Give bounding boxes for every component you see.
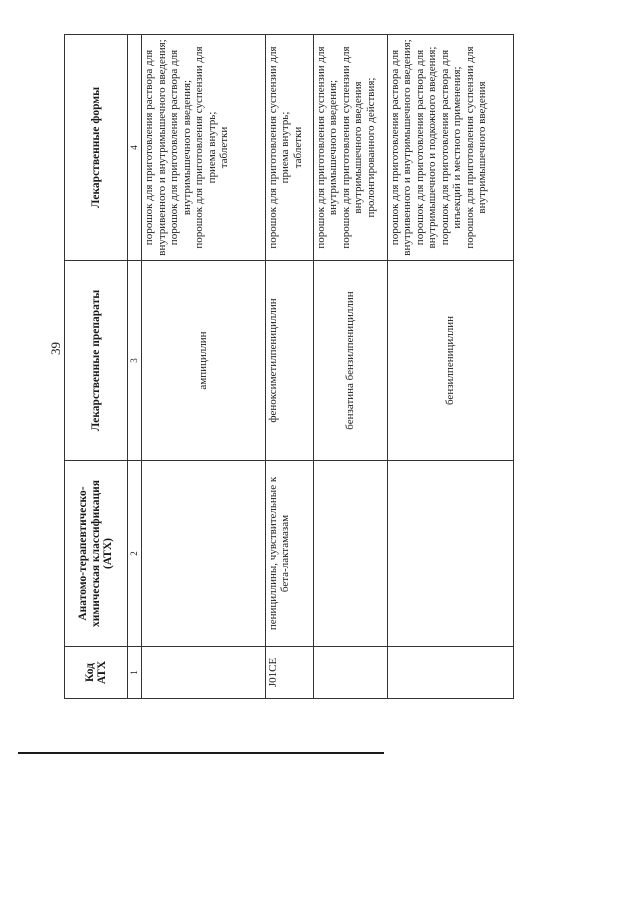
table-row <box>387 35 513 699</box>
form-item: порошок для приготовления раствора для внутримышечного и подкожного введения; <box>413 46 439 249</box>
header-code: Код АТХ <box>65 647 128 699</box>
form-item: таблетки <box>218 126 231 169</box>
row-classification <box>313 461 387 647</box>
row-forms <box>265 35 313 261</box>
row-classification <box>142 461 265 647</box>
table-header-row <box>65 35 128 699</box>
row-forms <box>313 35 387 261</box>
form-item: порошок для приготовления раствора для внутривенного и внутримышечного введения; <box>143 39 168 256</box>
drug-table-container <box>64 35 514 699</box>
row-drug: феноксиметилпенициллин <box>265 261 313 461</box>
column-number-row <box>128 35 142 699</box>
row-forms <box>387 35 513 261</box>
row-drug: ампициллин <box>142 261 265 461</box>
header-drugs: Лекарственные препараты <box>65 261 128 461</box>
row-code <box>387 647 513 699</box>
row-forms <box>142 35 265 261</box>
form-item: порошок для приготовления суспензии для внутримышечного введения; <box>314 46 340 249</box>
row-drug: бензатина бензилпенициллин <box>313 261 387 461</box>
column-number: 1 <box>128 647 142 699</box>
form-item: порошок для приготовления суспензии для внутримышечного введения пролонгированного действия; <box>339 46 377 249</box>
horizontal-rule <box>18 752 384 754</box>
row-classification <box>387 461 513 647</box>
page-number: 39 <box>48 342 63 355</box>
header-forms: Лекарственные формы <box>65 35 128 261</box>
header-classification: Анатомо-терапевтическо-химическая классификация (АТХ) <box>65 461 128 647</box>
row-code: J01CE <box>265 647 313 699</box>
column-number: 3 <box>128 261 142 461</box>
form-item: порошок для приготовления суспензии для приема внутрь; <box>266 46 292 249</box>
column-number: 2 <box>128 461 142 647</box>
column-number: 4 <box>128 35 142 261</box>
form-item: порошок для приготовления раствора для инъекций и местного применения; <box>438 49 464 246</box>
table-row <box>265 35 313 699</box>
table-row <box>142 35 265 699</box>
row-classification: пенициллины, чувствительные к бета-лактамазам <box>265 461 313 647</box>
form-item: таблетки <box>291 126 304 169</box>
row-drug: бензилпенициллин <box>387 261 513 461</box>
form-item: порошок для приготовления суспензии для внутримышечного введения <box>463 46 489 249</box>
row-code <box>142 647 265 699</box>
form-item: порошок для приготовления суспензии для приема внутрь; <box>193 46 218 249</box>
drug-table <box>64 34 514 699</box>
row-code <box>313 647 387 699</box>
form-item: порошок для приготовления раствора для внутримышечного введения; <box>168 49 193 246</box>
table-row <box>313 35 387 699</box>
form-item: порошок для приготовления раствора для внутривенного и внутримышечного введения; <box>388 39 414 256</box>
